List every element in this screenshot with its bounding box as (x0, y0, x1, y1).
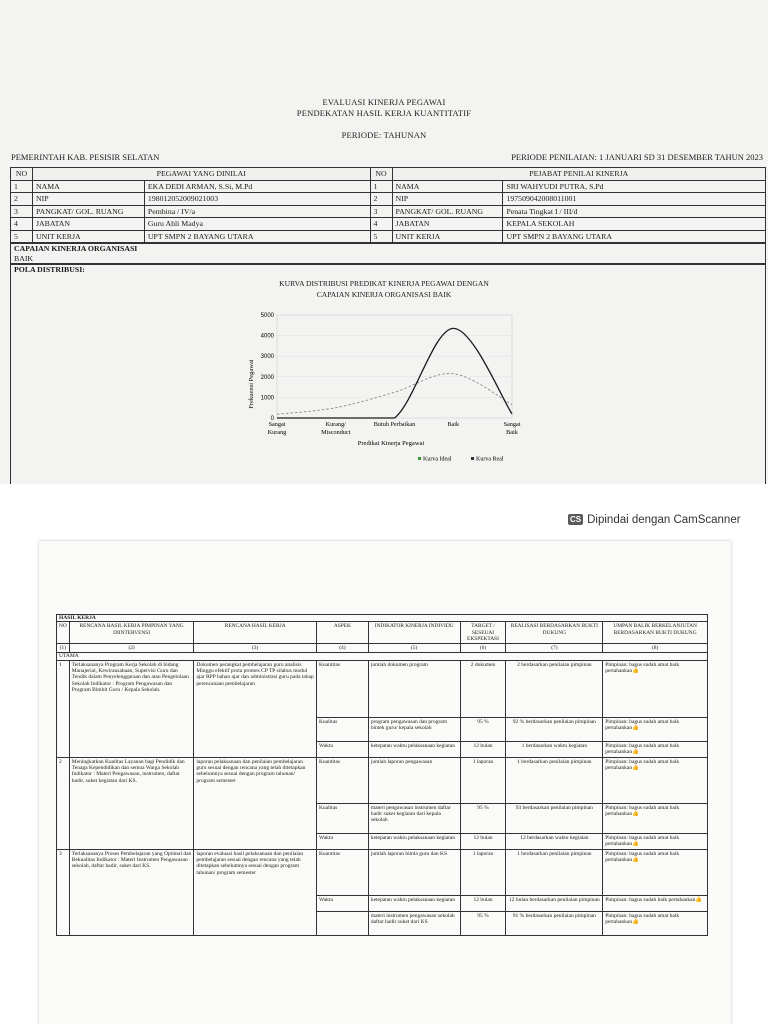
x-tick-line: Sangat (268, 421, 286, 428)
table-row: Waktu ketepatan waktu pelaksanaan kegiatan 12 bulan 12 bulan berdasarkan penilaian pimpinan Pimpinan: bagus sudah baik pertahankan👍 (57, 895, 708, 911)
y-axis-label: Frekuensi Pegawai (248, 359, 255, 409)
x-tick-line: Baik (506, 429, 518, 436)
table-row: materi instrumen pengawasan sekolah daftar hadir suket dari KS 95 % 91 % berdasarkan penilaian pimpinan Pimpinan: bagus sudah amat baik pertahankan👍 (57, 911, 708, 935)
periode-penilaian: PERIODE PENILAIAN: 1 JANUARI SD 31 DESEMBER TAHUN 2023 (511, 152, 763, 162)
chart-legend (418, 457, 504, 463)
table-header: NO RENCANA HASIL KERJA PIMPINAN YANG DIINTERVENSI RENCANA HASIL KERJA ASPEK INDIKATOR KINERJA INDIVIDU TARGET / SESEUAI EKSPEKTASI REALISASI BERDASARKAN BUKTI DUKUNG UMPAN BALIK BERKELANJUTAN BERDASARKAN BUKTI DUKUNG (57, 622, 708, 644)
x-tick-label (321, 421, 350, 436)
pegawai-table (10, 167, 766, 243)
section-utama: UTAMA (57, 653, 708, 660)
x-ticks (268, 421, 521, 436)
table-row: 1 NAMA EKA DEDI ARMAN, S.Si, M.Pd 1 NAMA SRI WAHYUDI PUTRA, S.Pd (11, 180, 766, 193)
plot-frame (277, 315, 512, 418)
capaian-label: CAPAIAN KINERJA ORGANISASI (14, 244, 138, 253)
table-row: 4 JABATAN Guru Ahli Madya 4 JABATAN KEPALA SEKOLAH (11, 218, 766, 231)
table-row: 1 Terlaksananya Program Kerja Sekolah di bidang Manajerial, Kewirausahaan, Supervisi Guru dan Tendik dalam Penyelenggaraan dan atau Pengelolaan Sekolah Indikator : Program Pengawasan dan Program Bimbit Guru / Kepala Sekolah. Dokumen perangkat pembelajaran guru analisis Minggu efektif prota promes CP TP silabus modul ajar RPP bahan ajar dan administrasi guru pada tahap perencanaan pembelajaran Kuantitas jumlah dokumen program 2 dokumen 2 berdasarkan penilaian pimpinan Pimpinan: bagus sudah amat baik pertahankan👍 (57, 660, 708, 717)
document-page-1 (0, 0, 768, 484)
y-tick-label: 5000 (260, 313, 274, 319)
table-row: 2 NIP 198012052009021003 2 NIP 197509042008011001 (11, 193, 766, 206)
table-row: Kualitas materi pengawasan instrumen daftar hadir suket kegiatan dari kepala sekolah 95 % 93 berdasarkan penilaian pimpinan Pimpinan: bagus sudah amat baik pertahankan👍 (57, 803, 708, 833)
legend-marker (418, 457, 421, 460)
doc-title-2: PENDEKATAN HASIL KERJA KUANTITATIF (296, 108, 472, 118)
x-tick-line: Kurang (267, 429, 287, 436)
capaian-value: BAIK (14, 254, 34, 263)
chart-grid (277, 315, 512, 418)
legend-marker (471, 457, 474, 460)
series-line-real (277, 328, 512, 418)
y-tick-label: 0 (270, 416, 274, 422)
legend-label: Kurva Real (476, 456, 504, 463)
series-line-ideal (277, 374, 512, 415)
table-row: 3 Terlaksananya Proses Pembelajaran yang Optimal dan Bekualitas Indikator : Materi Instrumen Pengawasan sekolah, daftar hadir, suket dari KS. laporan evaluasi hasil pelaksanaan dan penilaian pembelajaran sesuai dengan rencana yang telah ditetapkan sebelumnya sesuai dengan program tahunan/ program semester Kuantitas jumlah laporan bimla guru dan KS 1 laporan 1 berdasarkan penilaian pimpinan Pimpinan: bagus sudah amat baik pertahankan👍 (57, 849, 708, 895)
distribution-chart (236, 302, 536, 482)
camscanner-logo-icon: CS (570, 515, 582, 524)
y-tick-label: 2000 (260, 374, 274, 381)
table-row: Kualitas program pengawasan dan program bintek guru/ kepala sekolah 95 % 92 % berdasarkan penilaian pimpinan Pimpinan: bagus sudah amat baik pertahankan👍 (57, 717, 708, 741)
y-tick-label: 1000 (260, 395, 274, 402)
x-tick-line: Kurang/ (325, 421, 346, 428)
x-tick-label (447, 421, 460, 428)
table-row: 5 UNIT KERJA UPT SMPN 2 BAYANG UTARA 5 UNIT KERJA UPT SMPN 2 BAYANG UTARA (11, 230, 766, 243)
pegawai-table-header: NO PEGAWAI YANG DINILAI NO PEJABAT PENILAI KINERJA (11, 168, 766, 181)
legend-label: Kurva Ideal (423, 456, 452, 463)
x-tick-line: Sangat (503, 421, 521, 428)
instansi: PEMERINTAH KAB. PESISIR SELATAN (11, 152, 160, 162)
document-page-2 (39, 541, 731, 1024)
section-hasil-kerja: HASIL KERJA (57, 615, 708, 622)
pola-label: POLA DISTRIBUSI: (14, 265, 85, 274)
x-axis-label: Predikat Kinerja Pegawai (357, 440, 425, 447)
chart-title-2: CAPAIAN KINERJA ORGANISASI BAIK (316, 290, 452, 299)
x-tick-label (374, 421, 415, 428)
x-tick-line: Misconduct (321, 429, 351, 436)
table-row: Waktu ketepatan waktu pelaksanaan kegiatan 12 bulan 1 berdasarkan waktu kegiatan Pimpinan: bagus sudah amat baik pertahankan👍 (57, 741, 708, 757)
camscanner-text: Dipindai dengan CamScanner (587, 514, 741, 526)
camscanner-watermark (568, 514, 741, 526)
x-tick-line: Baik (447, 421, 460, 428)
doc-title-1: EVALUASI KINERJA PEGAWAI (322, 97, 446, 107)
hasil-kerja-table (56, 614, 708, 936)
y-tick-label: 4000 (260, 333, 274, 340)
table-row: 3 PANGKAT/ GOL. RUANG Pembina / IV/a 3 PANGKAT/ GOL. RUANG Penata Tingkat I / III/d (11, 205, 766, 218)
y-ticks (261, 313, 275, 422)
x-tick-line: Butuh Perbaikan (373, 421, 416, 428)
chart-title-1: KURVA DISTRIBUSI PREDIKAT KINERJA PEGAWAI DENGAN (279, 279, 489, 288)
table-row: Waktu ketepatan waktu pelaksanaan kegiatan 12 bulan 12 berdasarkan waktu kegiatan Pimpinan: bagus sudah amat baik pertahankan👍 (57, 833, 708, 849)
x-tick-label (504, 421, 521, 436)
column-numbers: (1) (2) (3) (4) (5) (6) (7) (8) (57, 644, 708, 653)
series-lines (277, 328, 512, 418)
doc-periode: PERIODE: TAHUNAN (341, 130, 427, 140)
capaian-box (10, 243, 766, 264)
table-row: 2 Meningkatkan Kualitas Layanan bagi Pendidik dan Tenaga Kependidikan dan semua Warga Sekolah Indikator : Materi Pengawasan, instrumen, daftar hadir, suket kegiatan dari KS. laporan pelaksanaan dan penilaian pembelajaran guru sesuai dengan rencana yang telah ditetapkan sebelumnya sesuai dengan program tahunan/ program semester Kuantitas jumlah laporan pengawasan 1 laporan 1 berdasarkan penilaian pimpinan Pimpinan: bagus sudah amat baik pertahankan👍 (57, 757, 708, 803)
x-tick-label (268, 421, 287, 436)
y-tick-label: 3000 (260, 354, 274, 361)
